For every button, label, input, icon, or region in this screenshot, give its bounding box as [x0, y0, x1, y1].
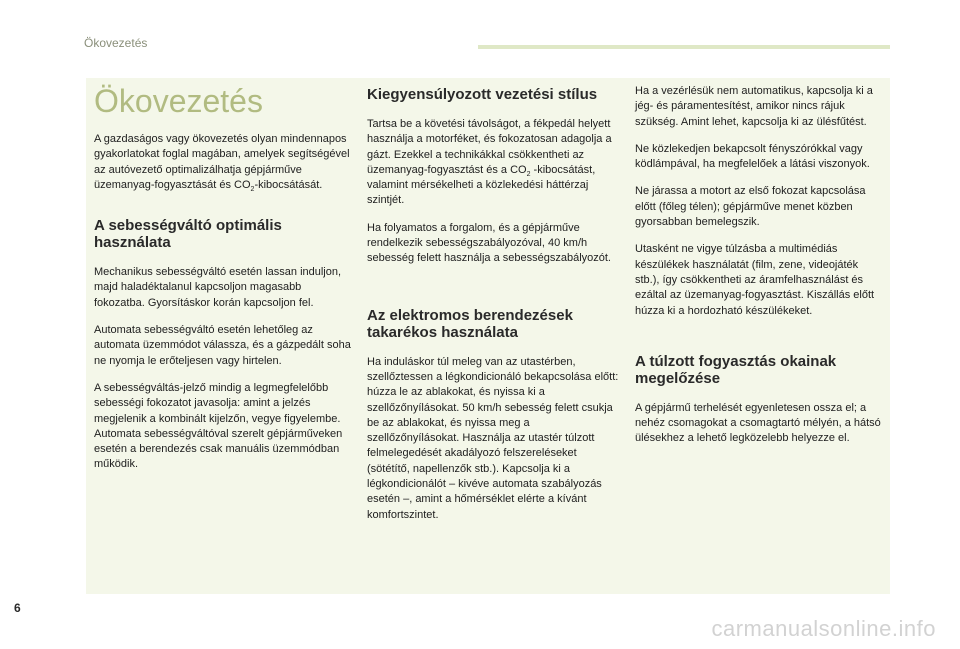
header-title: Ökovezetés [84, 36, 148, 50]
section-title-excess-consumption: A túlzott fogyasztás okainak megelőzése [635, 352, 837, 387]
paragraph-defrost: Ha a vezérlésük nem automatikus, kapcsolja ki a jég- és páramentesítést, amikor nincs rájuk szükség. Amint lehet, kapcsolja ki az ülésfűtést. [635, 85, 873, 128]
paragraph-load-distribution: A gépjármű terhelését egyenletesen ossza el; a nehéz csomagokat a csomagtartó mélyén, a hátsó ülésekhez a lehető legközelebb helyezze el. [635, 401, 881, 445]
section-title-driving-style: Kiegyensúlyozott vezetési stílus [367, 86, 598, 103]
page-title: Ökovezetés [94, 83, 263, 119]
paragraph-manual-gearbox: Mechanikus sebességváltó esetén lassan induljon, majd haladéktalanul kapcsoljon magasabb fokozatba. Gyorsításkor korán kapcsoljon fel. [94, 266, 342, 309]
paragraph-cruise-control: Ha folyamatos a forgalom, és a gépjárműve rendelkezik sebességszabályozóval, 40 km/h sebesség felett használja a sebességszabályozót. [367, 221, 611, 265]
paragraph-driving-style: Tartsa be a követési távolságot, a fékpedál helyett használja a motorféket, és fokozatosan adagolja a gázt. Ezekkel a technikákkal csökkentheti az üzemanyag-fogyasztást és a $CO_2$ -kibocsátást, valamint mérsékelheti a közlekedési háttérzaj szintjét. [367, 118, 612, 207]
section-title-gearbox: A sebességváltó optimális használata [94, 217, 282, 252]
paragraph-engine-warmup: Ne járassa a motort az első fokozat kapcsolása előtt (főleg télen); gépjárműve menet közben gyorsabban bemelegszik. [635, 185, 866, 229]
watermark: carmanualsonline.info [711, 616, 936, 641]
column-left [94, 82, 352, 485]
page-number: 6 [14, 601, 21, 615]
paragraph-air-conditioning: Ha induláskor túl meleg van az utastérben, szellőztessen a légkondicionáló bekapcsolása előtt: húzza le az ablakokat, és nyissa ki a szellőzőnyílásokat. 50 km/h sebesség felett csukja be az ablakokat, és nyissa meg a szellőzőnyílásokat. Használja az utastér túlzott felmelegedését akadályozó felszereléseket (sötétítő, napellenzők stb.). Kapcsolja ki a légkondicionálót – kivéve automata szabályozás esetén –, amint a hőmérséklet elérte a kívánt komfortszintet. [367, 355, 619, 521]
header-divider [478, 45, 890, 49]
paragraph-headlights: Ne közlekedjen bekapcsolt fényszórókkal vagy ködlámpával, ha megfelelőek a látási viszonyok. [635, 142, 870, 171]
intro-paragraph: A gazdaságos vagy ökovezetés olyan mindennapos gyakorlatokat foglal magában, amelyek segítségével az autóvezető optimalizálhatja gépjárműve üzemanyag-fogyasztását és $CO_2$-kibocsátását. [94, 133, 350, 194]
column-right [635, 84, 883, 459]
section-title-electrical: Az elektromos berendezések takarékos használata [367, 306, 573, 341]
paragraph-multimedia: Utasként ne vigye túlzásba a multimédiás készülékek használatát (film, zene, videojáték stb.), így csökkentheti az áramfelhasználást és ezáltal az üzemanyag-fogyasztást. Kiszállás előtt húzza ki a hordozható készülékeket. [635, 243, 875, 317]
column-middle [367, 86, 619, 535]
paragraph-automatic-gearbox: Automata sebességváltó esetén lehetőleg az automata üzemmódot válassza, és a gázpedált soha ne nyomja le erőteljesen vagy hirtelen. [94, 324, 351, 367]
paragraph-gear-indicator: A sebességváltás-jelző mindig a legmegfelelőbb sebességi fokozatot javasolja: amint a jelzés megjelenik a kombinált kijelzőn, vegye figyelembe. Automata sebességváltóval szerelt gépjárműveken esetén a berendezés csak manuális üzemmódban működik. [94, 381, 343, 471]
